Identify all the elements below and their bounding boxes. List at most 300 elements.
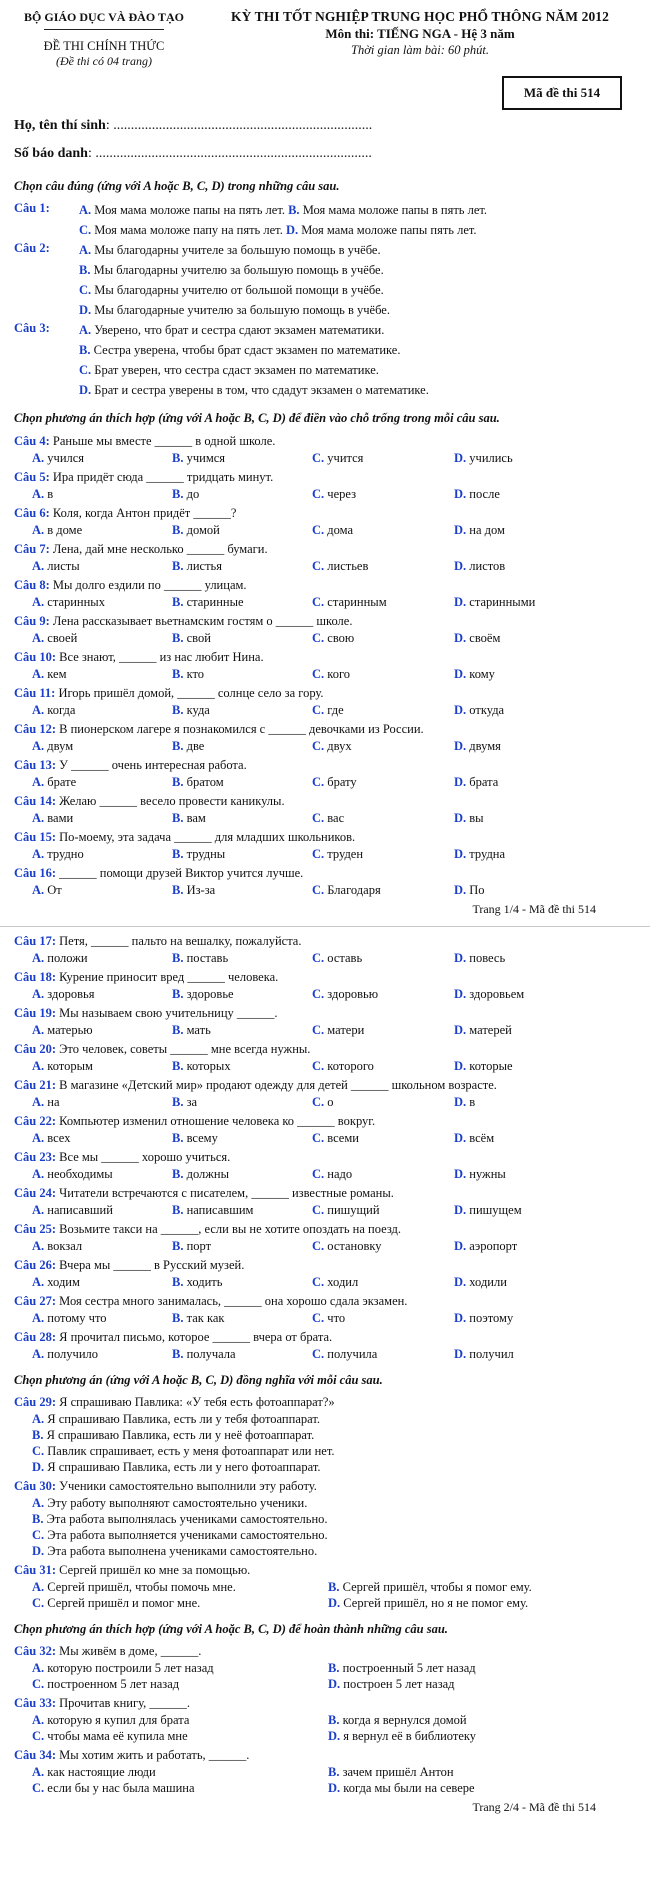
question-label: Câu 9: <box>14 613 50 628</box>
option-text: трудна <box>469 846 506 861</box>
option-text: своей <box>47 630 78 645</box>
option-text: труден <box>327 846 364 861</box>
option-text: всём <box>469 1130 495 1145</box>
option-text: построен 5 лет назад <box>343 1677 455 1691</box>
answer-options-row <box>14 1660 636 1676</box>
question-item <box>14 829 636 862</box>
option-letter: C. <box>79 283 92 298</box>
option-text: которого <box>327 1058 374 1073</box>
answer-option <box>14 1511 636 1527</box>
option-letter: A. <box>32 986 45 1001</box>
questions-32-34 <box>14 1643 636 1796</box>
answer-option <box>312 882 454 898</box>
answer-option <box>32 882 172 898</box>
question-label: Câu 31: <box>14 1562 57 1577</box>
option-text: двумя <box>469 738 501 753</box>
option-text: получала <box>186 1346 236 1361</box>
question-stem-line <box>14 541 636 558</box>
answer-option <box>312 1094 454 1110</box>
answer-option <box>32 558 172 574</box>
question-item <box>14 1041 636 1074</box>
option-letter: D. <box>454 522 467 537</box>
option-text: здоровью <box>327 986 379 1001</box>
question-stem-line <box>14 1394 636 1411</box>
option-text: пишущий <box>327 1202 380 1217</box>
answer-option <box>172 1274 312 1290</box>
option-letter: D. <box>454 882 467 897</box>
option-text: написавшим <box>186 1202 254 1217</box>
option-text: поэтому <box>469 1310 514 1325</box>
option-text: дома <box>327 522 354 537</box>
answer-option <box>172 666 312 682</box>
option-letter: B. <box>328 1579 340 1594</box>
answer-option <box>172 1346 312 1362</box>
question-label: Câu 29: <box>14 1394 57 1409</box>
question-item <box>14 1562 636 1611</box>
answer-option <box>172 630 312 646</box>
answer-option <box>32 1579 328 1595</box>
option-text: Сергей пришёл, чтобы я помог ему. <box>342 1579 532 1594</box>
section-instruction-3: Chọn phương án (ứng với A hoặc B, C, D) đồng nghĩa với mỗi câu sau. <box>14 1372 383 1387</box>
answer-option <box>454 1238 594 1254</box>
option-letter: A. <box>32 1166 45 1181</box>
question-item <box>14 1643 636 1692</box>
option-text: за <box>186 1094 198 1109</box>
answer-option <box>32 1166 172 1182</box>
option-text: Эта работа выполнена учениками самостоятельно. <box>47 1543 318 1558</box>
question-item <box>14 613 636 646</box>
answer-option <box>172 1094 312 1110</box>
option-letter: A. <box>79 323 92 338</box>
answer-option <box>14 1443 636 1459</box>
option-text: Брат и сестра уверены в том, что сдадут экзамен о математике. <box>94 383 429 398</box>
answer-option <box>32 486 172 502</box>
question-item <box>14 933 636 966</box>
option-letter: C. <box>312 522 325 537</box>
answer-option <box>172 1058 312 1074</box>
option-letter: C. <box>312 1346 325 1361</box>
question-item <box>14 1329 636 1362</box>
answer-option <box>328 1728 624 1744</box>
option-letter: C. <box>79 363 92 378</box>
question-label: Câu 30: <box>14 1478 57 1493</box>
option-letter: B. <box>172 810 184 825</box>
candidate-name-label: Họ, tên thí sinh <box>14 118 106 133</box>
answer-option <box>32 450 172 466</box>
candidate-id-dots: : ............................................................................... <box>87 146 372 161</box>
question-item <box>14 757 636 790</box>
option-letter: C. <box>32 1595 45 1610</box>
option-letter: B. <box>328 1765 340 1779</box>
question-item <box>14 1113 636 1146</box>
option-text: которую я купил для брата <box>47 1713 190 1727</box>
question-stem-line <box>14 1643 636 1660</box>
question-item <box>14 433 636 466</box>
question-stem-line <box>14 969 636 986</box>
answer-option <box>32 1780 328 1796</box>
answer-options <box>14 666 636 682</box>
answer-option <box>32 1712 328 1728</box>
answer-options <box>14 630 636 646</box>
answer-option <box>32 1595 328 1611</box>
option-letter: A. <box>32 950 45 965</box>
answer-option <box>454 630 594 646</box>
answer-option <box>32 810 172 826</box>
question-label: Câu 25: <box>14 1221 57 1236</box>
option-text: здоровья <box>47 986 95 1001</box>
question-stem-line <box>14 577 636 594</box>
option-text: старинные <box>186 594 244 609</box>
question-item <box>14 1185 636 1218</box>
option-text: ходили <box>469 1274 507 1289</box>
question-stem-line <box>14 829 636 846</box>
option-text: как настоящие люди <box>47 1765 156 1779</box>
questions-4-16 <box>14 433 636 898</box>
answer-option <box>328 1660 624 1676</box>
answer-options <box>14 1238 636 1254</box>
question-item <box>14 1478 636 1559</box>
option-text: вас <box>327 810 345 825</box>
answer-option <box>14 1543 636 1559</box>
answer-line <box>79 240 636 260</box>
option-text: Моя мама моложе папы пять лет. <box>301 223 477 238</box>
option-text: когда <box>47 702 76 717</box>
answer-option <box>454 846 594 862</box>
answer-option <box>328 1676 624 1692</box>
candidate-name-dots: : .......................................................................... <box>105 118 373 133</box>
option-text: потому что <box>47 1310 107 1325</box>
option-letter: D. <box>454 594 467 609</box>
option-text: Моя мама моложе папы в пять лет. <box>302 203 488 218</box>
option-text: трудно <box>47 846 84 861</box>
option-letter: D. <box>454 1202 467 1217</box>
option-text: листы <box>47 558 80 573</box>
answer-options <box>79 320 636 400</box>
question-stem: Игорь пришёл домой, ______ солнце село за гору. <box>58 685 324 700</box>
option-text: домой <box>186 522 220 537</box>
option-letter: C. <box>32 1443 45 1458</box>
exam-code-box: Mã đề thi 514 <box>502 76 622 110</box>
answer-option <box>312 558 454 574</box>
answer-options-row <box>14 1764 636 1780</box>
answer-option <box>14 1427 636 1443</box>
question-stem-line <box>14 1149 636 1166</box>
option-letter: A. <box>32 1346 45 1361</box>
option-letter: D. <box>454 486 467 501</box>
question-label: Câu 34: <box>14 1748 57 1762</box>
answer-option <box>312 986 454 1002</box>
question-item <box>14 865 636 898</box>
option-letter: D. <box>454 558 467 573</box>
option-letter: B. <box>172 522 184 537</box>
option-text: зачем пришёл Антон <box>342 1765 454 1779</box>
question-stem-line <box>14 1221 636 1238</box>
answer-option <box>32 1202 172 1218</box>
option-letter: A. <box>32 1411 45 1426</box>
answer-options <box>14 810 636 826</box>
answer-option <box>454 1346 594 1362</box>
option-text: матери <box>327 1022 365 1037</box>
exam-title-block <box>194 8 636 72</box>
question-item <box>14 649 636 682</box>
question-item <box>14 793 636 826</box>
option-text: на дом <box>469 522 505 537</box>
option-letter: C. <box>312 486 325 501</box>
option-text: старинными <box>469 594 536 609</box>
option-letter: B. <box>32 1511 44 1526</box>
option-text: трудны <box>186 846 226 861</box>
candidate-id-line <box>14 140 636 168</box>
option-letter: A. <box>32 450 45 465</box>
option-text: ходил <box>327 1274 359 1289</box>
question-stem: Раньше мы вместе ______ в одной школе. <box>52 433 276 448</box>
answer-option <box>312 486 454 502</box>
option-text: откуда <box>469 702 505 717</box>
question-stem: Петя, ______ пальто на вешалку, пожалуйста. <box>59 933 302 948</box>
question-item <box>14 685 636 718</box>
answer-option <box>172 1166 312 1182</box>
option-text: листья <box>186 558 222 573</box>
option-letter: A. <box>32 630 45 645</box>
option-letter: D. <box>285 223 299 238</box>
question-label: Câu 28: <box>14 1329 57 1344</box>
option-text: Я спрашиваю Павлика, есть ли у тебя фотоаппарат. <box>47 1411 320 1426</box>
official-label: ĐỀ THI CHÍNH THỨC <box>43 38 165 53</box>
question-label: Câu 23: <box>14 1149 57 1164</box>
option-text: всех <box>47 1130 71 1145</box>
answer-options <box>14 1310 636 1326</box>
option-text: кто <box>186 666 205 681</box>
answer-option <box>312 810 454 826</box>
option-text: здоровьем <box>469 986 525 1001</box>
question-label: Câu 16: <box>14 865 57 880</box>
option-text: порт <box>186 1238 212 1253</box>
option-letter: A. <box>32 1579 45 1594</box>
question-item <box>14 505 636 538</box>
option-text: что <box>327 1310 346 1325</box>
option-text: ходим <box>47 1274 80 1289</box>
answer-option <box>312 1346 454 1362</box>
answer-option <box>328 1579 624 1595</box>
option-text: По <box>469 882 485 897</box>
option-text: когда мы были на севере <box>343 1781 475 1795</box>
question-stem-line <box>14 757 636 774</box>
option-letter: A. <box>32 1661 45 1675</box>
answer-line <box>79 300 636 320</box>
answer-option <box>32 1022 172 1038</box>
answer-option <box>172 986 312 1002</box>
section-instruction-1: Chọn câu đúng (ứng với A hoặc B, C, D) trong những câu sau. <box>14 179 340 193</box>
option-text: я вернул её в библиотеку <box>343 1729 477 1743</box>
answer-option <box>172 1022 312 1038</box>
question-stem: Все мы ______ хорошо учиться. <box>59 1149 231 1164</box>
option-text: матерей <box>469 1022 512 1037</box>
option-text: Я спрашиваю Павлика, есть ли у него фотоаппарат. <box>47 1459 321 1474</box>
option-letter: A. <box>32 1713 45 1727</box>
question-label: Câu 5: <box>14 469 50 484</box>
question-stem-line <box>14 685 636 702</box>
option-text: свой <box>186 630 211 645</box>
option-letter: C. <box>312 630 325 645</box>
option-text: до <box>186 486 200 501</box>
answer-option <box>312 950 454 966</box>
option-letter: A. <box>32 1094 45 1109</box>
answer-options <box>14 986 636 1002</box>
question-stem: Мы долго ездили по ______ улицам. <box>52 577 247 592</box>
question-item <box>14 577 636 610</box>
answer-option <box>312 522 454 538</box>
option-text: построенном 5 лет назад <box>47 1677 180 1691</box>
option-text: Мы благодарные учителю за большую помощь в учёбе. <box>94 303 390 318</box>
question-stem: Желаю ______ весело провести каникулы. <box>59 793 285 808</box>
option-letter: D. <box>79 383 92 398</box>
question-item <box>14 1077 636 1110</box>
question-item <box>14 721 636 754</box>
option-text: мать <box>186 1022 211 1037</box>
option-letter: B. <box>172 630 184 645</box>
answer-options <box>14 450 636 466</box>
answer-option <box>312 1202 454 1218</box>
question-item <box>14 1747 636 1796</box>
question-stem: Возьмите такси на ______, если вы не хотите опоздать на поезд. <box>59 1221 402 1236</box>
answer-options <box>14 738 636 754</box>
question-label: Câu 1: <box>14 201 50 216</box>
question-stem: Это человек, советы ______ мне всегда нужны. <box>59 1041 311 1056</box>
option-letter: C. <box>312 1310 325 1325</box>
option-letter: D. <box>454 846 467 861</box>
option-letter: A. <box>32 1310 45 1325</box>
question-stem: Я прочитал письмо, которое ______ вчера от брата. <box>59 1329 333 1344</box>
option-text: которых <box>186 1058 231 1073</box>
option-letter: D. <box>454 1346 467 1361</box>
option-text: Я спрашиваю Павлика, есть ли у неё фотоаппарат. <box>46 1427 315 1442</box>
question-stem-line <box>14 1562 636 1579</box>
question-stem: Мы живём в доме, ______. <box>59 1644 202 1658</box>
question-item <box>14 1149 636 1182</box>
exam-header <box>14 8 636 72</box>
option-letter: D. <box>454 1094 467 1109</box>
ministry-block <box>14 8 194 72</box>
answer-option <box>172 882 312 898</box>
option-text: нужны <box>469 1166 506 1181</box>
question-item <box>14 541 636 574</box>
answer-options <box>14 702 636 718</box>
option-text: построенный 5 лет назад <box>342 1661 476 1675</box>
answer-option <box>328 1595 624 1611</box>
option-text: ходить <box>186 1274 223 1289</box>
answer-option <box>32 846 172 862</box>
question-stem: Лена, дай мне несколько ______ бумаги. <box>52 541 268 556</box>
option-text: куда <box>186 702 210 717</box>
option-text: которым <box>47 1058 93 1073</box>
answer-option <box>32 1130 172 1146</box>
question-stem-line <box>14 433 636 450</box>
answer-line <box>79 360 636 380</box>
option-letter: B. <box>172 450 184 465</box>
option-text: повесь <box>469 950 506 965</box>
option-text: учились <box>469 450 513 465</box>
answer-line <box>79 340 636 360</box>
answer-option <box>312 450 454 466</box>
option-text: надо <box>327 1166 353 1181</box>
answer-options <box>14 486 636 502</box>
question-label: Câu 13: <box>14 757 57 772</box>
option-letter: A. <box>32 774 45 789</box>
question-stem: В магазине «Детский мир» продают одежду для детей ______ школьном возрасте. <box>59 1077 497 1092</box>
option-letter: B. <box>172 666 184 681</box>
option-letter: B. <box>79 263 91 278</box>
option-text: Эта работа выполнялась учениками самостоятельно. <box>46 1511 328 1526</box>
answer-option <box>32 522 172 538</box>
question-item <box>14 1257 636 1290</box>
question-stem: У ______ очень интересная работа. <box>59 757 247 772</box>
question-item <box>14 1394 636 1475</box>
option-text: необходимы <box>47 1166 113 1181</box>
option-text: Сергей пришёл и помог мне. <box>47 1595 201 1610</box>
answer-option <box>32 1274 172 1290</box>
question-label: Câu 8: <box>14 577 50 592</box>
option-letter: C. <box>312 558 325 573</box>
option-letter: D. <box>328 1729 341 1743</box>
option-letter: C. <box>312 1094 325 1109</box>
option-text: в <box>47 486 54 501</box>
option-letter: C. <box>312 810 325 825</box>
answer-option <box>312 666 454 682</box>
option-letter: C. <box>32 1677 45 1691</box>
question-stem: Мы называем свою учительницу ______. <box>59 1005 278 1020</box>
option-letter: B. <box>79 343 91 358</box>
answer-option <box>312 630 454 646</box>
answer-options <box>14 1058 636 1074</box>
question-stem-line <box>14 1329 636 1346</box>
option-text: чтобы мама её купила мне <box>47 1729 188 1743</box>
option-letter: D. <box>454 738 467 753</box>
answer-options <box>14 594 636 610</box>
option-letter: D. <box>32 1459 45 1474</box>
question-label: Câu 33: <box>14 1696 57 1710</box>
option-text: где <box>327 702 344 717</box>
question-label: Câu 15: <box>14 829 57 844</box>
answer-option <box>454 450 594 466</box>
exam-time: Thời gian làm bài: 60 phút. <box>351 43 489 58</box>
option-letter: A. <box>32 810 45 825</box>
option-letter: B. <box>172 1166 184 1181</box>
option-letter: D. <box>32 1543 45 1558</box>
answer-option <box>32 738 172 754</box>
question-stem: По-моему, эта задача ______ для младших школьников. <box>59 829 356 844</box>
option-text: листьев <box>327 558 369 573</box>
question-label: Câu 12: <box>14 721 57 736</box>
option-letter: A. <box>32 1238 45 1253</box>
question-label: Câu 27: <box>14 1293 57 1308</box>
answer-options <box>14 1022 636 1038</box>
option-text: Уверено, что брат и сестра сдают экзамен математики. <box>94 323 385 338</box>
answer-option <box>328 1780 624 1796</box>
option-letter: C. <box>312 1130 325 1145</box>
option-letter: D. <box>454 774 467 789</box>
answer-option <box>32 1238 172 1254</box>
answer-options <box>14 950 636 966</box>
option-letter: B. <box>172 1238 184 1253</box>
question-label: Câu 20: <box>14 1041 57 1056</box>
option-text: должны <box>186 1166 230 1181</box>
option-letter: B. <box>172 1130 184 1145</box>
option-letter: B. <box>172 486 184 501</box>
answer-option <box>454 774 594 790</box>
question-stem-line <box>14 721 636 738</box>
option-text: в <box>469 1094 476 1109</box>
option-letter: B. <box>328 1713 340 1727</box>
